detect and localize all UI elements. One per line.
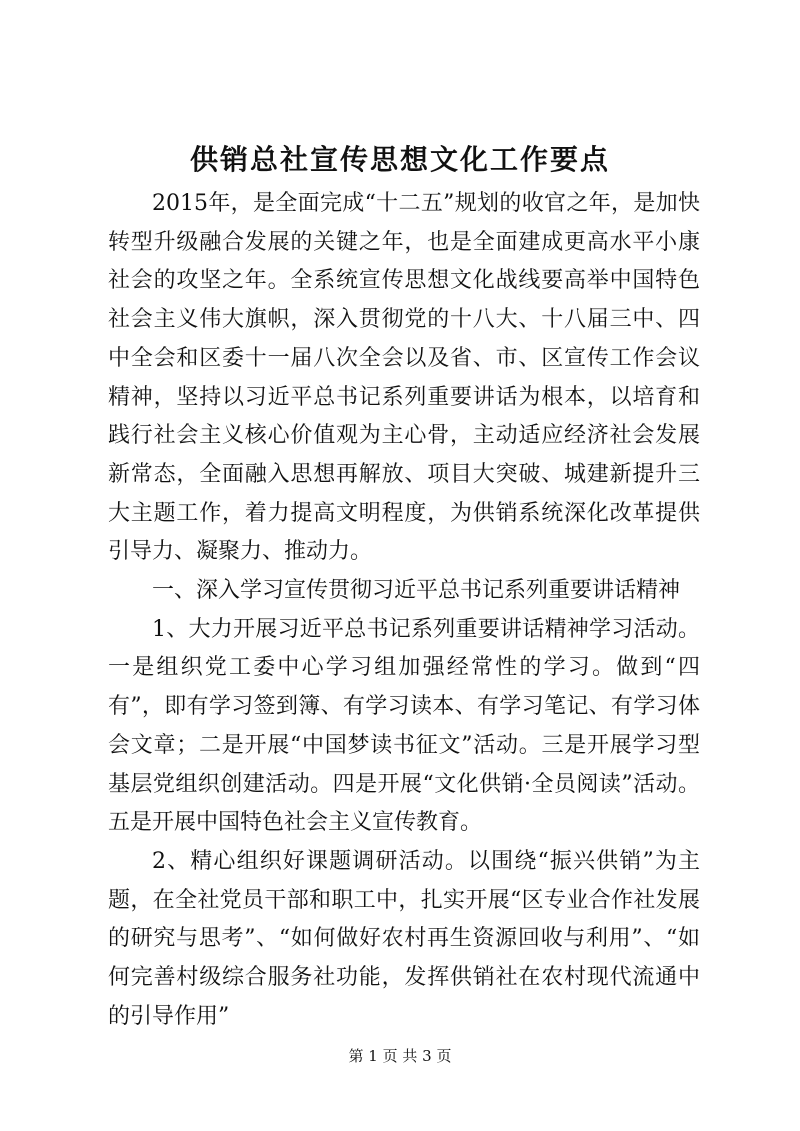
intro-paragraph: 2015年，是全面完成“十二五”规划的收官之年，是加快转型升级融合发展的关键之年，也是全面建成更高水平小康社会的攻坚之年。全系统宣传思想文化战线要高举中国特色社会主义伟大旗帜，深入贯彻党的十八大、十八届三中、四中全会和区委十一届八次全会以及省、市、区宣传工作会议精神，坚持以习近平总书记系列重要讲话为根本，以培育和践行社会主义核心价值观为主心骨，主动适应经济社会发展新常态，全面融入思想再解放、项目大突破、城建新提升三大主题工作，着力提高文明程度，为供销系统深化改革提供引导力、凝聚力、推动力。 [108, 191, 700, 565]
item-paragraph-1: 1、大力开展习近平总书记系列重要讲话精神学习活动。一是组织党工委中心学习组加强经常性的学习。做到“四有”，即有学习签到簿、有学习读本、有学习笔记、有学习体会文章；二是开展“中国梦读书征文”活动。三是开展学习型基层党组织创建活动。四是开展“文化供销·全员阅读”活动。五是开展中国特色社会主义宣传教育。 [108, 616, 700, 836]
document-body [108, 185, 700, 1036]
document-title: 供销总社宣传思想文化工作要点 [189, 143, 610, 176]
section-heading: 一、深入学习宣传贯彻习近平总书记系列重要讲话精神 [152, 578, 681, 604]
item-paragraph-2: 2、精心组织好课题调研活动。以围绕“振兴供销”为主题，在全社党员干部和职工中，扎实开展“区专业合作社发展的研究与思考”、“如何做好农村再生资源回收与利用”、“如何完善村级综合服务社功能，发挥供销社在农村现代流通中的引导作用” [108, 848, 700, 1029]
page-footer: 第 1 页 共 3 页 [348, 1047, 452, 1065]
